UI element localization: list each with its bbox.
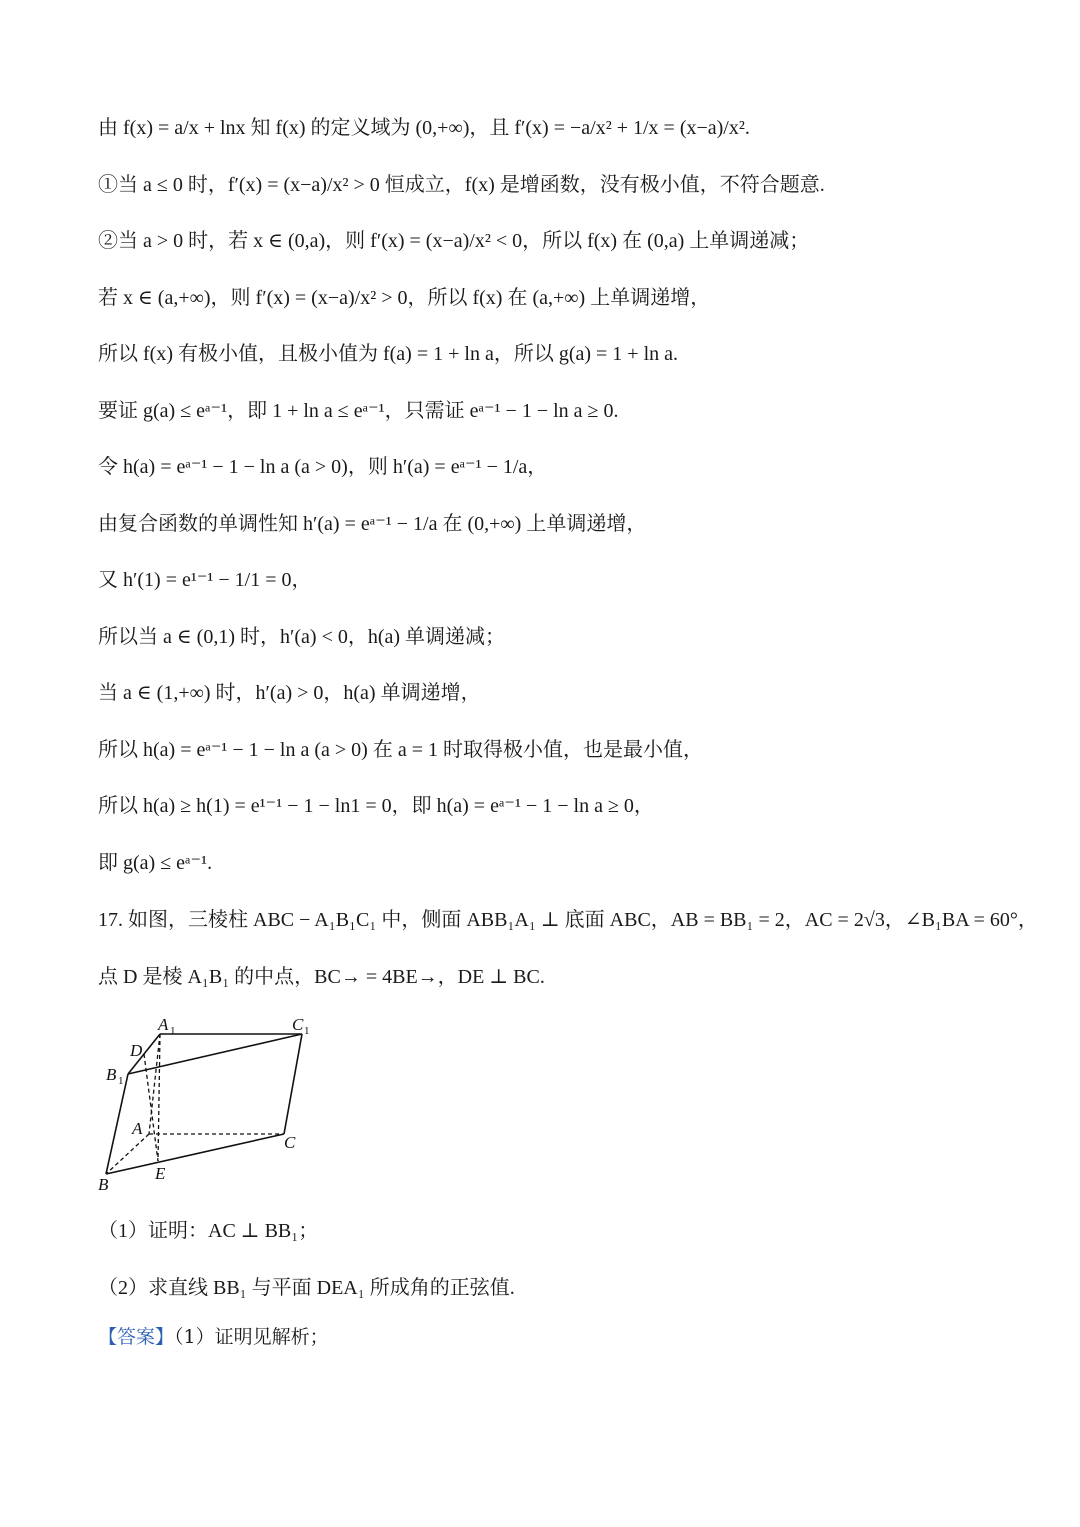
solution-line-1: 由 f(x) = a/x + lnx 知 f(x) 的定义域为 (0,+∞)，且 f′(x) = −a/x² + 1/x = (x−a)/x². bbox=[98, 117, 750, 139]
edge-a-b bbox=[106, 1134, 149, 1174]
segment-a1-e bbox=[158, 1034, 160, 1161]
solution-line-11: 当 a ∈ (1,+∞) 时，h′(a) > 0，h(a) 单调递增， bbox=[98, 682, 481, 704]
solution-line-10: 所以当 a ∈ (0,1) 时，h′(a) < 0，h(a) 单调递减； bbox=[98, 626, 506, 648]
label-e: E bbox=[155, 1164, 166, 1183]
label-a: A bbox=[132, 1119, 143, 1138]
solution-line-2: ①当 a ≤ 0 时，f′(x) = (x−a)/x² > 0 恒成立，f(x) 是增函数，没有极小值，不符合题意. bbox=[98, 174, 825, 196]
label-d: D bbox=[130, 1041, 143, 1060]
question-2: （2）求直线 BB₁ 与平面 DEA₁ 所成角的正弦值. bbox=[98, 1277, 515, 1299]
answer-text: （1）证明见解析； bbox=[174, 1326, 329, 1348]
edge-b-c bbox=[106, 1134, 284, 1174]
prism-figure bbox=[92, 1012, 332, 1192]
label-b1-sub: 1 bbox=[118, 1075, 124, 1087]
label-a1-sub: 1 bbox=[170, 1025, 176, 1037]
solution-line-6: 要证 g(a) ≤ eᵃ⁻¹，即 1 + ln a ≤ eᵃ⁻¹，只需证 eᵃ⁻¹ − 1 − ln a ≥ 0. bbox=[98, 400, 619, 422]
solution-line-8: 由复合函数的单调性知 h′(a) = eᵃ⁻¹ − 1/a 在 (0,+∞) 上单调递增， bbox=[98, 513, 647, 535]
label-a1: A bbox=[158, 1015, 169, 1034]
label-c: C bbox=[284, 1133, 296, 1152]
figure-labels bbox=[98, 1015, 310, 1192]
solution-line-12: 所以 h(a) = eᵃ⁻¹ − 1 − ln a (a > 0) 在 a = 1 时取得极小值，也是最小值， bbox=[98, 739, 703, 761]
solution-line-7: 令 h(a) = eᵃ⁻¹ − 1 − ln a (a > 0)，则 h′(a) = eᵃ⁻¹ − 1/a， bbox=[98, 456, 548, 478]
solution-line-3: ②当 a > 0 时，若 x ∈ (0,a)，则 f′(x) = (x−a)/x² < 0，所以 f(x) 在 (0,a) 上单调递减； bbox=[98, 230, 810, 252]
solution-line-5: 所以 f(x) 有极小值，且极小值为 f(a) = 1 + ln a，所以 g(a) = 1 + ln a. bbox=[98, 343, 679, 365]
problem-statement-line-2: 点 D 是棱 A₁B₁ 的中点，BC→ = 4BE→，DE ⊥ BC. bbox=[98, 966, 545, 988]
solution-line-9: 又 h′(1) = e¹⁻¹ − 1/1 = 0， bbox=[98, 569, 312, 591]
label-c1-sub: 1 bbox=[304, 1025, 310, 1037]
problem-statement-line-1: 17. 如图，三棱柱 ABC − A₁B₁C₁ 中，侧面 ABB₁A₁ ⊥ 底面 ABC，AB = BB₁ = 2，AC = 2√3，∠B₁BA = 60°， bbox=[98, 909, 1038, 931]
solution-line-13: 所以 h(a) ≥ h(1) = e¹⁻¹ − 1 − ln1 = 0，即 h(a) = eᵃ⁻¹ − 1 − ln a ≥ 0， bbox=[98, 795, 654, 817]
edge-b1-b bbox=[106, 1074, 128, 1174]
edge-c1-c bbox=[284, 1034, 302, 1134]
question-1: （1）证明：AC ⊥ BB₁； bbox=[98, 1220, 319, 1242]
label-c1: C bbox=[292, 1015, 304, 1034]
label-b: B bbox=[98, 1175, 109, 1192]
answer-tag: 【答案】 bbox=[98, 1326, 175, 1348]
edge-b1-c1 bbox=[128, 1034, 302, 1074]
solution-line-14: 即 g(a) ≤ eᵃ⁻¹. bbox=[98, 852, 213, 874]
answer-line bbox=[98, 1322, 329, 1352]
solution-line-4: 若 x ∈ (a,+∞)，则 f′(x) = (x−a)/x² > 0，所以 f(x) 在 (a,+∞) 上单调递增， bbox=[98, 287, 711, 309]
label-b1: B bbox=[106, 1065, 117, 1084]
